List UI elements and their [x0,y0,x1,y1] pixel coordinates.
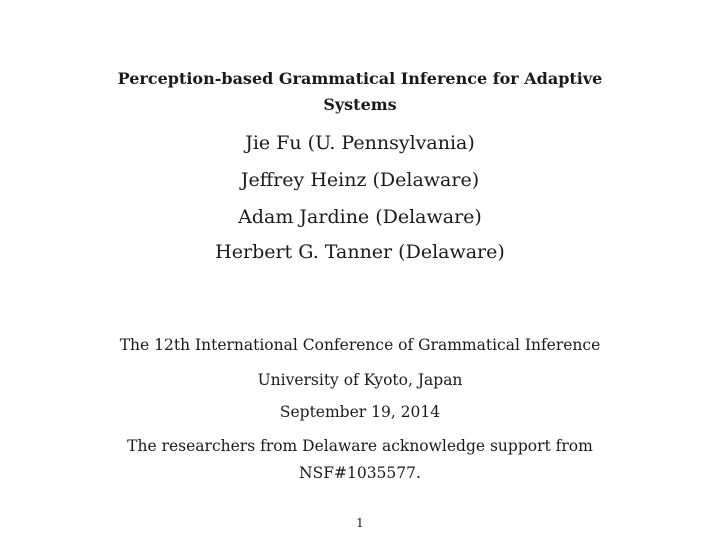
acknowledgment-line-1: The researchers from Delaware acknowledge support from [127,437,593,455]
author-4: Herbert G. Tanner (Delaware) [215,241,505,263]
acknowledgment-line-2: NSF#1035577. [299,464,421,482]
page-number: 1 [356,516,364,530]
conference-venue: University of Kyoto, Japan [257,371,463,389]
title-line-1: Perception-based Grammatical Inference for Adaptive [117,69,603,88]
author-2: Jeffrey Heinz (Delaware) [240,169,480,191]
title-line-2: Systems [323,95,397,114]
author-1: Jie Fu (U. Pennsylvania) [245,132,475,154]
author-3: Adam Jardine (Delaware) [238,206,482,228]
conference-date: September 19, 2014 [279,403,441,421]
conference-name: The 12th International Conference of Grammatical Inference [119,336,601,354]
